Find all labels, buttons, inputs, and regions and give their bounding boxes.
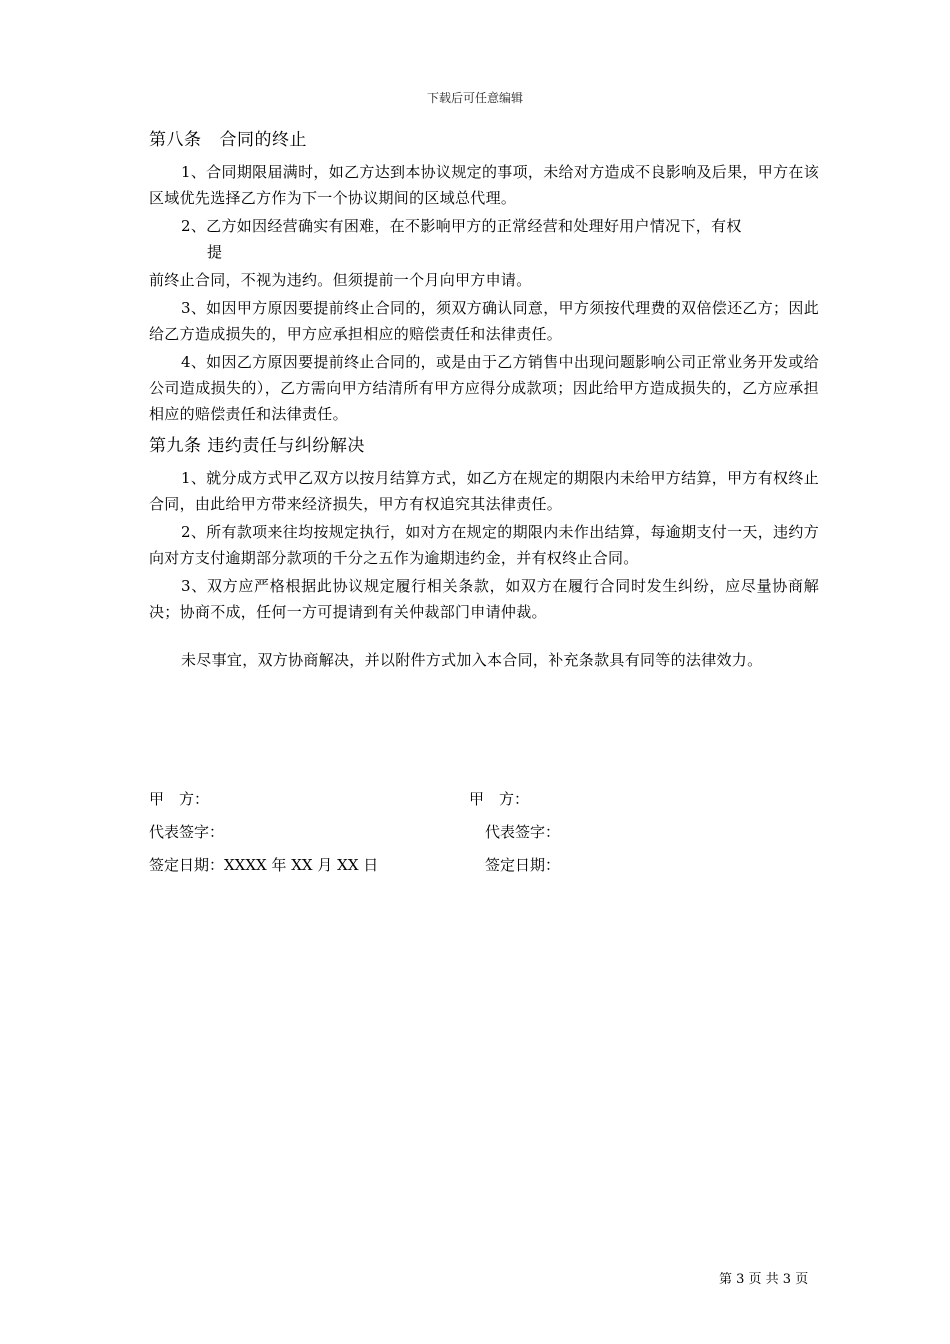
section-8-number: 第八条: [149, 130, 202, 150]
signature-rep-row: [149, 821, 819, 854]
page-number: 第 3 页 共 3 页: [719, 1272, 809, 1287]
section-8-clause-1: 1、合同期限届满时，如乙方达到本协议规定的事项，未给对方造成不良影响及后果，甲方在该区域优先选择乙方作为下一个协议期间的区域总代理。: [149, 163, 819, 207]
section-8-clause-2-line-1: 2、乙方如因经营确实有困难，在不影响甲方的正常经营和处理好用户情况下，有权: [181, 217, 742, 235]
signature-block: [149, 788, 819, 887]
page-header: 下载后可任意编辑: [426, 91, 523, 105]
right-party-label: 甲 方：: [469, 790, 530, 808]
left-date-label: 签定日期：XXXX 年 XX 月 XX 日: [149, 856, 379, 874]
left-party-label: 甲 方：: [149, 790, 210, 808]
signature-date-row: [149, 854, 819, 887]
section-9-clause-3: 3、双方应严格根据此协议规定履行相关条款，如双方在履行合同时发生纠纷，应尽量协商解决；协商不成，任何一方可提请到有关仲裁部门申请仲裁。: [149, 577, 819, 621]
section-8-clause-2-line-2: 提: [207, 243, 223, 261]
section-9-heading: 第九条 违约责任与纠纷解决: [149, 436, 365, 456]
signature-party-row: [149, 788, 819, 821]
section-8-clause-3: 3、如因甲方原因要提前终止合同的，须双方确认同意，甲方须按代理费的双倍偿还乙方；因此给乙方造成损失的，甲方应承担相应的赔偿责任和法律责任。: [149, 299, 819, 343]
right-date-label: 签定日期：: [485, 856, 561, 874]
section-9-clause-1: 1、就分成方式甲乙双方以按月结算方式，如乙方在规定的期限内未给甲方结算，甲方有权终止合同，由此给甲方带来经济损失，甲方有权追究其法律责任。: [149, 469, 819, 513]
closing-statement: 未尽事宜，双方协商解决，并以附件方式加入本合同，补充条款具有同等的法律效力。: [181, 651, 763, 669]
section-9-clause-2: 2、所有款项来往均按规定执行，如对方在规定的期限内未作出结算，每逾期支付一天，违约方向对方支付逾期部分款项的千分之五作为逾期违约金，并有权终止合同。: [149, 523, 819, 567]
document-body: [149, 121, 819, 675]
section-8-heading: [149, 127, 819, 153]
section-8-title: 合同的终止: [219, 130, 307, 150]
left-rep-label: 代表签字：: [149, 823, 225, 841]
right-rep-label: 代表签字：: [485, 823, 561, 841]
section-8-clause-4: 4、如因乙方原因要提前终止合同的，或是由于乙方销售中出现问题影响公司正常业务开发或给公司造成损失的），乙方需向甲方结清所有甲方应得分成款项；因此给甲方造成损失的，乙方应承担相应的赔偿责任和法律责任。: [149, 353, 819, 423]
section-8-clause-2-line-3: 前终止合同，不视为违约。但须提前一个月向甲方申请。: [149, 271, 532, 289]
